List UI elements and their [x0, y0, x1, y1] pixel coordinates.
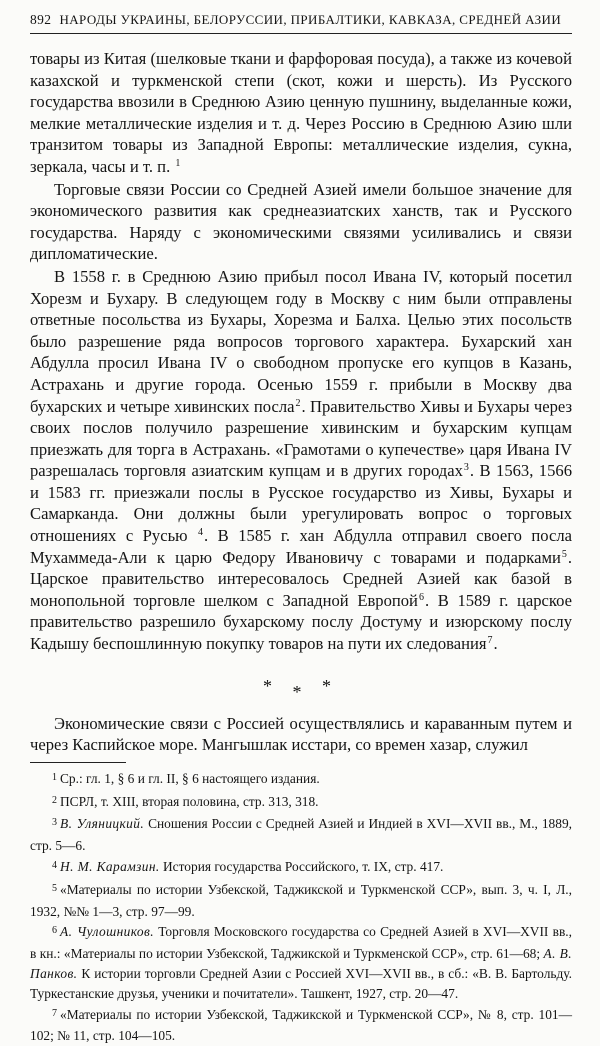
footnote-author: А. Чулошников. [60, 924, 154, 940]
paragraph-1 [30, 48, 572, 178]
footnote-1 [30, 769, 572, 791]
paragraph-3-segment: . В 1563, 1566 и 1583 гг. приезжали послы в Русское государство из Хивы, Бухары и Самарканда. Они должны были урегулировать вопрос о торговых отношениях с Русью [30, 461, 572, 546]
footnote-ref-2[interactable]: 2 [295, 397, 301, 409]
footnote-text: «Материалы по истории Узбекской, Таджикской и Туркменской ССР», № 8, стр. 101—102; № 11, стр. 104—105. [30, 1006, 572, 1044]
section-separator-asterism [30, 675, 572, 702]
running-title: НАРОДЫ УКРАИНЫ, БЕЛОРУССИИ, ПРИБАЛТИКИ, КАВКАЗА, СРЕДНЕЙ АЗИИ [59, 12, 562, 27]
separator-star: * [322, 675, 339, 696]
footnote-ref-6[interactable]: 6 [418, 591, 424, 603]
paragraph-3-segment: . Правительство Хивы и Бухары через своих послов получило разрешение хивинским и бухарским купцам приезжать для торга в Астрахань. «Грамотами о купечестве» царя Ивана IV разрешалась торговля азиатским купцам и в других городах [30, 396, 572, 481]
footnote-text: ПСРЛ, т. XIII, вторая половина, стр. 313, 318. [60, 793, 319, 809]
running-header [30, 12, 572, 34]
footnote-text: «Материалы по истории Узбекской, Таджикской и Туркменской ССР», вып. 3, ч. I, Л., 1932, №№ 1—3, стр. 97—99. [30, 881, 572, 919]
separator-star: * [263, 675, 280, 696]
footnote-ref-1[interactable]: 1 [175, 157, 181, 169]
paragraph-1-text: товары из Китая (шелковые ткани и фарфоровая посуда), а также из кочевой казахской и туркменской степи (скот, кожи и шерсть). Из Русского государства ввозили в Среднюю Азию ценную пушнину, выделанные кожи, мелкие металлические изделия и т. д. Через Россию в Среднюю Азию шли транзитом товары из Западной Европы: металлические изделия, сукна, зеркала, часы и т. п. [30, 49, 572, 176]
footnote-6 [30, 922, 572, 1003]
footnote-number: 6 [52, 925, 57, 937]
footnote-number: 5 [52, 882, 57, 894]
footnote-ref-4[interactable]: 4 [198, 527, 204, 539]
footnote-text: История государства Российского, т. IX, стр. 417. [163, 859, 444, 874]
footnote-author: В. Уляницкий. [60, 816, 145, 832]
footnote-author: А. В. Панков. [30, 946, 572, 981]
paragraph-3-segment: . Царское правительство интересовалось Средней Азией как базой в монопольной торговле шелком с Западной Европой [30, 547, 572, 610]
separator-star: * [292, 681, 310, 702]
paragraph-3-segment: . В 1589 г. царское правительство разрешило бухарскому послу Достуму и изюрскому послу Кадышу беспошлинную покупку товаров на пути их следования [30, 590, 572, 654]
paragraph-2-text: Торговые связи России со Средней Азией имели большое значение для экономического развития как среднеазиатских ханств, так и Русского государства. Наряду с экономическими связями усиливались и связи дипломатические. [30, 179, 572, 264]
footnote-text: Ср.: гл. 1, § 6 и гл. II, § 6 настоящего издания. [60, 770, 320, 786]
footnote-ref-3[interactable]: 3 [463, 462, 469, 474]
footnote-2 [30, 792, 572, 814]
paragraph-3 [30, 266, 572, 655]
footnote-divider [30, 762, 126, 763]
paragraph-4-text: Экономические связи с Россией осуществлялись и караванным путем и через Каспийское море. Мангышлак исстари, со времен хазар, служил [30, 713, 572, 755]
footnote-text: Сношения России с Средней Азией и Индией в XVI—XVII вв., М., 1889, стр. 5—6. [30, 816, 572, 854]
footnote-number: 2 [52, 794, 57, 806]
footnote-number: 1 [52, 771, 57, 783]
footnote-4 [30, 857, 572, 879]
footnote-number: 4 [52, 860, 57, 871]
paragraph-2 [30, 179, 572, 265]
footnote-text: К истории торговли Средней Азии с Россией XVI—XVII вв., в сб.: «В. В. Бартольду. Туркестанские друзья, ученики и почитатели». Ташкент, 1927, стр. 20—47. [30, 965, 572, 1001]
footnote-7 [30, 1005, 572, 1046]
footnote-ref-5[interactable]: 5 [561, 548, 567, 560]
footnote-author: Н. М. Карамзин. [60, 859, 160, 874]
footnote-ref-7[interactable]: 7 [487, 635, 493, 647]
footnote-5 [30, 880, 572, 922]
page-number: 892 [30, 12, 52, 27]
paragraph-4 [30, 713, 572, 756]
paragraph-3-segment: . В 1585 г. хан Абдулла отправил своего посла Мухаммеда-Али к царю Федору Ивановичу с товарами и подарками [30, 526, 572, 567]
paragraph-3-segment: . [493, 634, 498, 654]
main-text [30, 48, 572, 1046]
footnote-text: Торговля Московского государства со Средней Азией в XVI—XVII вв., в кн.: «Материалы по истории Узбекской, Таджикской и Туркменской ССР», стр. 61—68; [30, 924, 572, 962]
footnote-number: 3 [52, 817, 57, 829]
footnote-number: 7 [52, 1007, 57, 1019]
paragraph-3-segment: В 1558 г. в Среднюю Азию прибыл посол Ивана IV, который посетил Хорезм и Бухару. В следующем году в Москву с ним были отправлены ответные посольства из Бухары, Хорезма и Балха. Целью этих посольств было разрешение ряда вопросов торгового характера. Бухарский хан Абдулла просил Ивана IV о свободном пропуске его купцов в Казань, Астрахань и другие города. Осенью 1559 г. прибыли в Москву два бухарских и четыре хивинских посла [30, 266, 572, 416]
footnote-3 [30, 814, 572, 856]
footnotes [30, 769, 572, 1046]
